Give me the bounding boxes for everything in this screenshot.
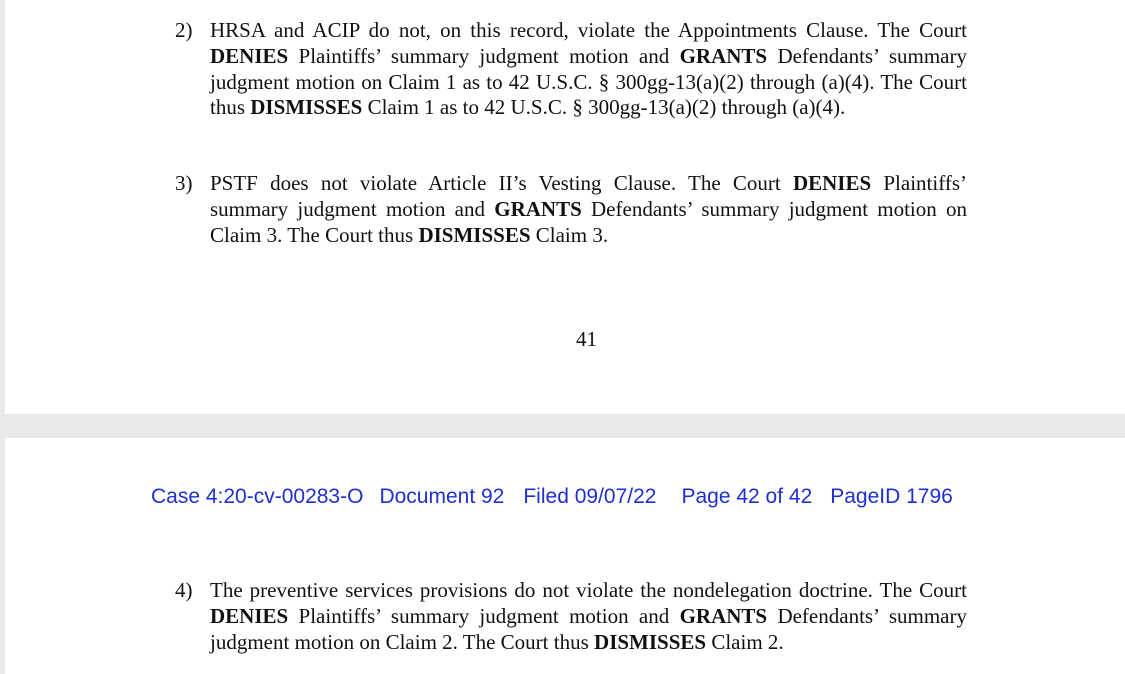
page-42 [5, 438, 1125, 674]
item-paragraph [210, 171, 967, 248]
text-run: Defendants’ summary judgment motion on Claim 2. The Court thus [210, 603, 967, 654]
text-run: Claim 3. [530, 222, 609, 247]
page-id: PageID 1796 [830, 485, 953, 508]
text-run: Plaintiffs’ summary judgment motion and [210, 171, 967, 221]
bold-term: DENIES [210, 603, 289, 628]
page-count: Page 42 of 42 [681, 485, 813, 508]
text-run: Plaintiffs’ summary judgment motion and [288, 603, 680, 628]
bold-term: DENIES [210, 43, 289, 68]
page-number: 41 [576, 327, 597, 351]
filed-date: Filed 09/07/22 [523, 485, 657, 508]
bold-term: DISMISSES [250, 95, 363, 120]
case-header [151, 485, 953, 509]
text-run: Plaintiffs’ summary judgment motion and [288, 43, 680, 68]
bold-term: GRANTS [494, 196, 582, 221]
document-number: Document 92 [379, 485, 505, 508]
text-run: The preventive services provisions do not violate the nondelegation doctrine. The Court [210, 578, 967, 602]
text-run: Claim 2. [706, 629, 784, 654]
text-run: PSTF does not violate Article II’s Vesting Clause. The Court [210, 171, 793, 195]
page-41 [5, 0, 1125, 414]
bold-term: DENIES [792, 171, 872, 195]
item-paragraph [210, 18, 967, 121]
text-run: Claim 1 as to 42 U.S.C. § 300gg-13(a)(2) through (a)(4). [362, 95, 846, 120]
item-number: 4) [175, 578, 193, 602]
bold-term: DISMISSES [594, 629, 707, 654]
text-run: HRSA and ACIP do not, on this record, violate the Appointments Clause. The Court [210, 18, 967, 42]
bold-term: GRANTS [679, 603, 768, 628]
item-paragraph [210, 578, 967, 655]
text-run: Defendants’ summary judgment motion on Claim 1 as to 42 U.S.C. § 300gg-13(a)(2) through (a)(4). The Court thus [210, 43, 967, 120]
case-number: Case 4:20-cv-00283-O [151, 485, 364, 508]
bold-term: GRANTS [679, 43, 768, 68]
item-number: 2) [175, 18, 193, 42]
text-run: Defendants’ summary judgment motion on Claim 3. The Court thus [210, 196, 967, 247]
item-number: 3) [175, 171, 193, 195]
bold-term: DISMISSES [418, 222, 531, 247]
